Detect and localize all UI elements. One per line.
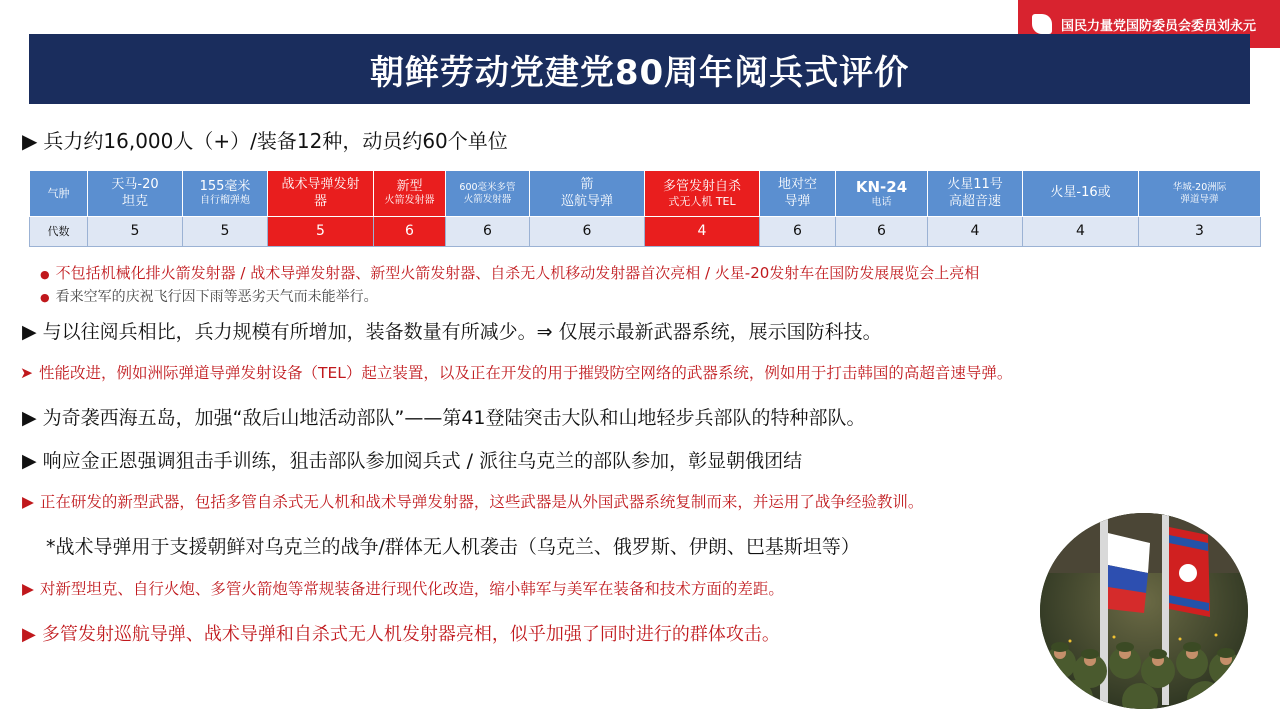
table-cell: 5 [268, 217, 374, 247]
bullet-arrow-icon: ➤ [20, 364, 33, 382]
footnote-item: ● 看来空军的庆祝飞行因下雨等恶劣天气而未能举行。 [40, 289, 378, 305]
table-header-cell: 战术导弹发射 器 [268, 171, 374, 217]
author-label: 国民力量党国防委员会委员刘永元 [1061, 18, 1257, 34]
footnote-item: ● 不包括机械化排火箭发射器 / 战术导弹发射器、新型火箭发射器、自杀无人机移动发射器首次亮相 / 火星-20发射车在国防发展展览会上亮相 [40, 264, 980, 282]
point-item: ▶ 为奇袭西海五岛，加强“敌后山地活动部队”——第41登陆突击大队和山地轻步兵部队的特种部队。 [22, 407, 866, 429]
bullet-dot-icon: ● [40, 291, 50, 304]
bullet-triangle-icon: ▶ [22, 407, 37, 429]
slide-title-bar [29, 34, 1250, 104]
table-header-row [30, 171, 1261, 217]
parade-photo-image [1040, 513, 1248, 709]
table-header-cell: 天马-20 坦克 [88, 171, 183, 217]
table-header-cell: 箭 巡航导弹 [530, 171, 645, 217]
table-cell: 4 [928, 217, 1023, 247]
table-cell: 4 [645, 217, 760, 247]
party-logo-icon [1032, 14, 1052, 34]
table-header-cell: 600毫米多管 火箭发射器 [446, 171, 530, 217]
bullet-triangle-icon: ▶ [22, 493, 34, 511]
table-header-cell: 多管发射自杀 式无人机 TEL [645, 171, 760, 217]
equipment-table [29, 170, 1261, 247]
table-header-cell: 火星11号 高超音速 [928, 171, 1023, 217]
table-header-cell: KN-24 电话 [836, 171, 928, 217]
table-cell: 5 [183, 217, 268, 247]
table-cell: 6 [836, 217, 928, 247]
bullet-triangle-icon: ▶ [22, 321, 37, 343]
table-cell: 6 [760, 217, 836, 247]
table-cell: 6 [374, 217, 446, 247]
bullet-triangle-icon: ▶ [22, 624, 36, 645]
parade-photo [1040, 513, 1248, 709]
point-item: ▶ 对新型坦克、自行火炮、多管火箭炮等常规装备进行现代化改造，缩小韩军与美军在装备和技术方面的差距。 [22, 580, 784, 598]
summary-line [22, 125, 508, 154]
bullet-triangle-icon: ▶ [22, 580, 34, 598]
table-cell: 6 [446, 217, 530, 247]
point-item: ▶ 响应金正恩强调狙击手训练，狙击部队参加阅兵式 / 派往乌克兰的部队参加，彰显朝俄团结 [22, 450, 803, 472]
summary-text: 兵力约16,000人（+）/装备12种，动员约60个单位 [43, 129, 508, 153]
bullet-dot-icon: ● [40, 268, 50, 281]
table-header-cell: 火星-16或 [1023, 171, 1139, 217]
table-header-cell: 新型 火箭发射器 [374, 171, 446, 217]
point-item: ▶ 多管发射巡航导弹、战术导弹和自杀式无人机发射器亮相，似乎加强了同时进行的群体攻击。 [22, 624, 780, 645]
point-item: ▶ 正在研发的新型武器，包括多管自杀式无人机和战术导弹发射器，这些武器是从外国武器系统复制而来，并运用了战争经验教训。 [22, 493, 924, 511]
point-item: ▶ 与以往阅兵相比，兵力规模有所增加，装备数量有所减少。⇒ 仅展示最新武器系统，展示国防科技。 [22, 321, 882, 343]
point-item: ➤ 性能改进，例如洲际弹道导弹发射设备（TEL）起立装置，以及正在开发的用于摧毁防空网络的武器系统，例如用于打击韩国的高超音速导弹。 [20, 364, 1013, 382]
footnotes [40, 262, 979, 309]
table-header-cell: 华城-20洲际 弹道导弹 [1139, 171, 1261, 217]
point-item: *战术导弹用于支援朝鲜对乌克兰的战争/群体无人机袭击（乌克兰、俄罗斯、伊朗、巴基斯坦等） [46, 536, 860, 558]
bullet-triangle-icon: ▶ [22, 129, 38, 153]
table-cell: 4 [1023, 217, 1139, 247]
bullet-triangle-icon: ▶ [22, 450, 37, 472]
row-header-kind: 气肿 [30, 171, 88, 217]
row-header-count: 代数 [30, 217, 88, 247]
table-count-row [30, 217, 1261, 247]
table-cell: 6 [530, 217, 645, 247]
table-cell: 5 [88, 217, 183, 247]
table-header-cell: 155毫米 自行榴弹炮 [183, 171, 268, 217]
slide-title: 朝鲜劳动党建党80周年阅兵式评价 [369, 52, 910, 93]
table-header-cell: 地对空 导弹 [760, 171, 836, 217]
table-cell: 3 [1139, 217, 1261, 247]
